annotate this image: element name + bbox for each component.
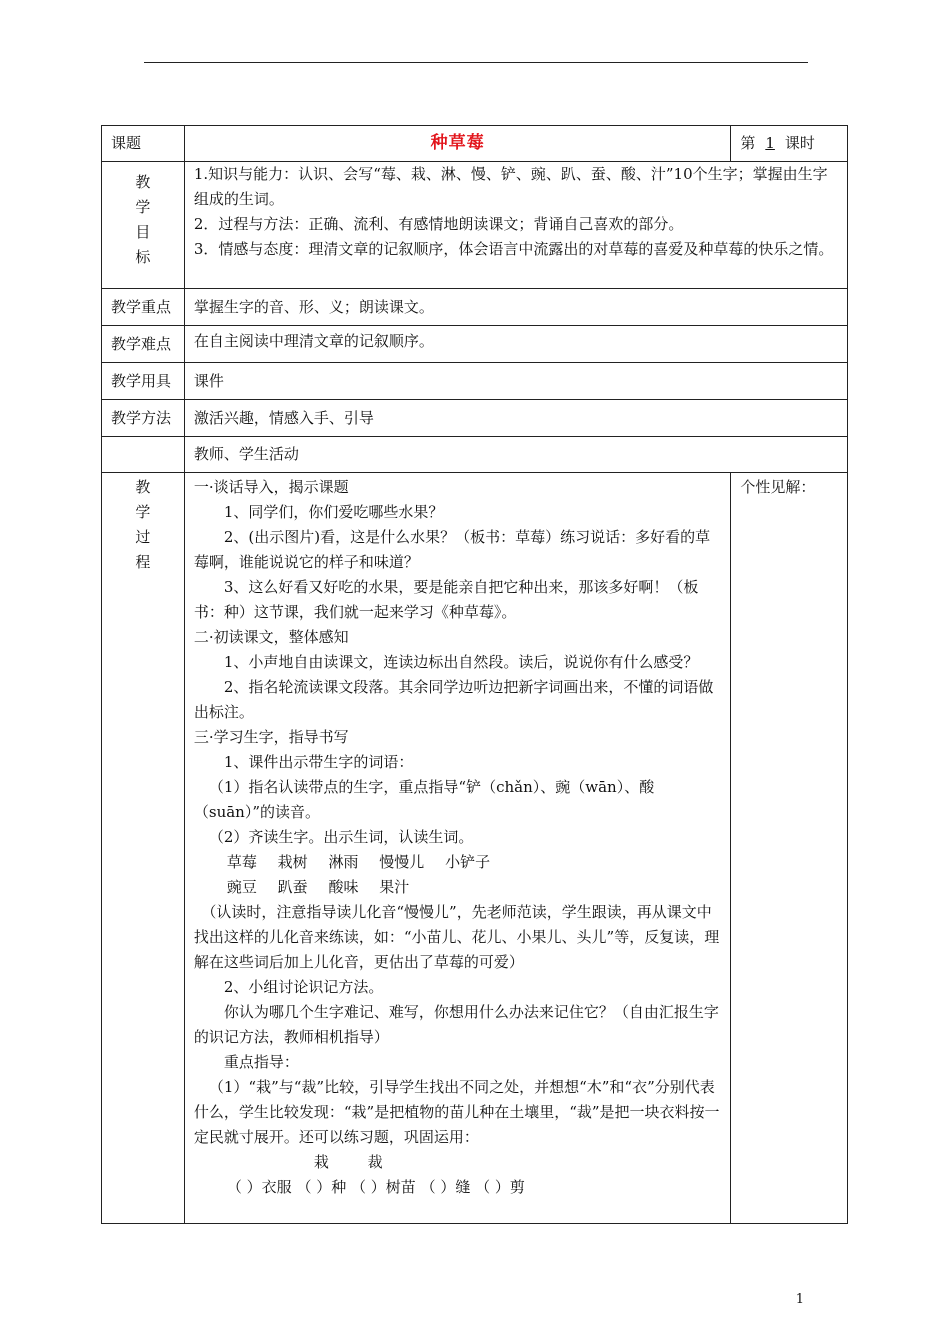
paragraph: 2、小组讨论识记方法。 (223, 978, 384, 996)
word-list-row (194, 875, 721, 900)
word: 栽树 (277, 853, 308, 871)
paragraph: 重点指导： (223, 1053, 299, 1071)
paragraph: 3、这么好看又好吃的水果，要是能亲自把它种出来，那该多好啊！（板书：种）这节课，我们就一起来学习《种草莓》。 (193, 578, 699, 621)
row-topic (102, 126, 848, 162)
objectives-label-char: 学 (135, 198, 151, 216)
personal-notes-label: 个性见解： (740, 478, 816, 496)
topic-label: 课题 (102, 126, 185, 162)
section-title: 一·谈话导入，揭示课题 (193, 478, 349, 496)
paragraph: 2、指名轮流读课文段落。其余同学边听边把新字词画出来，不懂的词语做出标注。 (193, 678, 714, 721)
row-process (102, 473, 848, 1224)
compare-char: 裁 (367, 1153, 383, 1171)
key-points-label: 教学重点 (102, 289, 185, 326)
lesson-number-cell (731, 126, 848, 162)
paragraph: 1、同学们，你们爱吃哪些水果？ (223, 503, 444, 521)
word: 酸味 (328, 878, 359, 896)
exercise-row (194, 1175, 721, 1200)
paragraph: （2）齐读生字。出示生词，认读生词。 (208, 828, 474, 846)
process-label-char: 学 (135, 503, 151, 521)
section-title: 三·学习生字，指导书写 (193, 728, 349, 746)
paragraph: （1）“栽”与“裁”比较，引导学生找出不同之处，并想想“木”和“衣”分别代表什么，学生比较发现：“栽”是把植物的苗儿种在土壤里，“裁”是把一块衣料按一定民就寸展开。还可以练习题，巩固运用： (193, 1078, 720, 1146)
methods-text: 激活兴趣，情感入手、引导 (184, 400, 847, 437)
paragraph: 1、小声地自由读课文，连读边标出自然段。读后，说说你有什么感受？ (223, 653, 699, 671)
compare-chars-row (194, 1150, 721, 1175)
word: 淋雨 (328, 853, 359, 871)
word-list-row (194, 850, 721, 875)
activities-header: 教师、学生活动 (184, 437, 847, 473)
methods-label: 教学方法 (102, 400, 185, 437)
objectives-label (102, 162, 185, 289)
paragraph: （认读时，注意指导读儿化音“慢慢儿”，先老师范读，学生跟读，再从课文中找出这样的儿化音来练读，如：“小苗儿、花儿、小果儿、头儿”等，反复读，理解在这些词后加上儿化音，更估出了草莓的可爱） (193, 903, 720, 971)
difficulty-text: 在自主阅读中理清文章的记叙顺序。 (184, 326, 847, 363)
paragraph: 1、课件出示带生字的词语： (223, 753, 414, 771)
row-methods (102, 400, 848, 437)
word: 小铲子 (445, 853, 491, 871)
word: 果汁 (379, 878, 410, 896)
lesson-suffix: 课时 (784, 134, 815, 152)
exercise-item: （ ）缝 (420, 1178, 471, 1196)
exercise-item: （ ）树苗 (351, 1178, 416, 1196)
tools-text: 课件 (184, 363, 847, 400)
activities-header-blank (102, 437, 185, 473)
objective-item: 3．情感与态度：理清文章的记叙顺序，体会语言中流露出的对草莓的喜爱及种草莓的快乐之情。 (193, 240, 834, 258)
objectives-label-char: 目 (135, 223, 151, 241)
process-label-char: 程 (135, 553, 151, 571)
process-content (184, 473, 730, 1224)
word: 趴蚕 (277, 878, 308, 896)
lesson-title: 种草莓 (430, 133, 485, 153)
objectives-label-char: 教 (135, 173, 151, 191)
row-tools (102, 363, 848, 400)
exercise-item: （ ）衣服 (226, 1178, 292, 1196)
lesson-number: 1 (765, 134, 775, 152)
objectives-label-char: 标 (135, 248, 151, 266)
row-objectives (102, 162, 848, 289)
word: 慢慢儿 (379, 853, 425, 871)
header-rule (144, 62, 808, 63)
paragraph: 2、(出示图片)看，这是什么水果？（板书：草莓）练习说话：多好看的草莓啊，谁能说说它的样子和味道？ (193, 528, 711, 571)
key-points-text: 掌握生字的音、形、义；朗读课文。 (184, 289, 847, 326)
row-difficulty (102, 326, 848, 363)
page-number: 1 (795, 1292, 804, 1307)
word: 草莓 (226, 853, 257, 871)
compare-char: 栽 (313, 1153, 329, 1171)
process-label (102, 473, 185, 1224)
difficulty-label: 教学难点 (102, 326, 185, 363)
objective-item: 1.知识与能力：认识、会写“莓、栽、淋、慢、铲、豌、趴、蚕、酸、汁”10个生字；掌握由生字组成的生词。 (193, 165, 828, 208)
lesson-plan-table (101, 125, 848, 1224)
exercise-item: （ ）种 (296, 1178, 347, 1196)
objectives-content (184, 162, 847, 289)
row-key-points (102, 289, 848, 326)
paragraph: （1）指名认读带点的生字，重点指导“铲（chǎn）、豌（wān）、酸（suān）”的读音。 (193, 778, 655, 821)
tools-label: 教学用具 (102, 363, 185, 400)
section-title: 二·初读课文，整体感知 (193, 628, 349, 646)
word: 豌豆 (226, 878, 257, 896)
lesson-title-cell (184, 126, 730, 162)
process-label-char: 过 (135, 528, 151, 546)
process-label-char: 教 (135, 478, 151, 496)
lesson-prefix: 第 (740, 134, 756, 152)
paragraph: 你认为哪几个生字难记、难写，你想用什么办法来记住它？（自由汇报生字的识记方法，教师相机指导） (193, 1003, 719, 1046)
objective-item: 2．过程与方法：正确、流利、有感情地朗读课文；背诵自己喜欢的部分。 (193, 215, 684, 233)
row-activities-header (102, 437, 848, 473)
personal-notes (731, 473, 848, 1224)
exercise-item: （ ）剪 (475, 1178, 525, 1196)
